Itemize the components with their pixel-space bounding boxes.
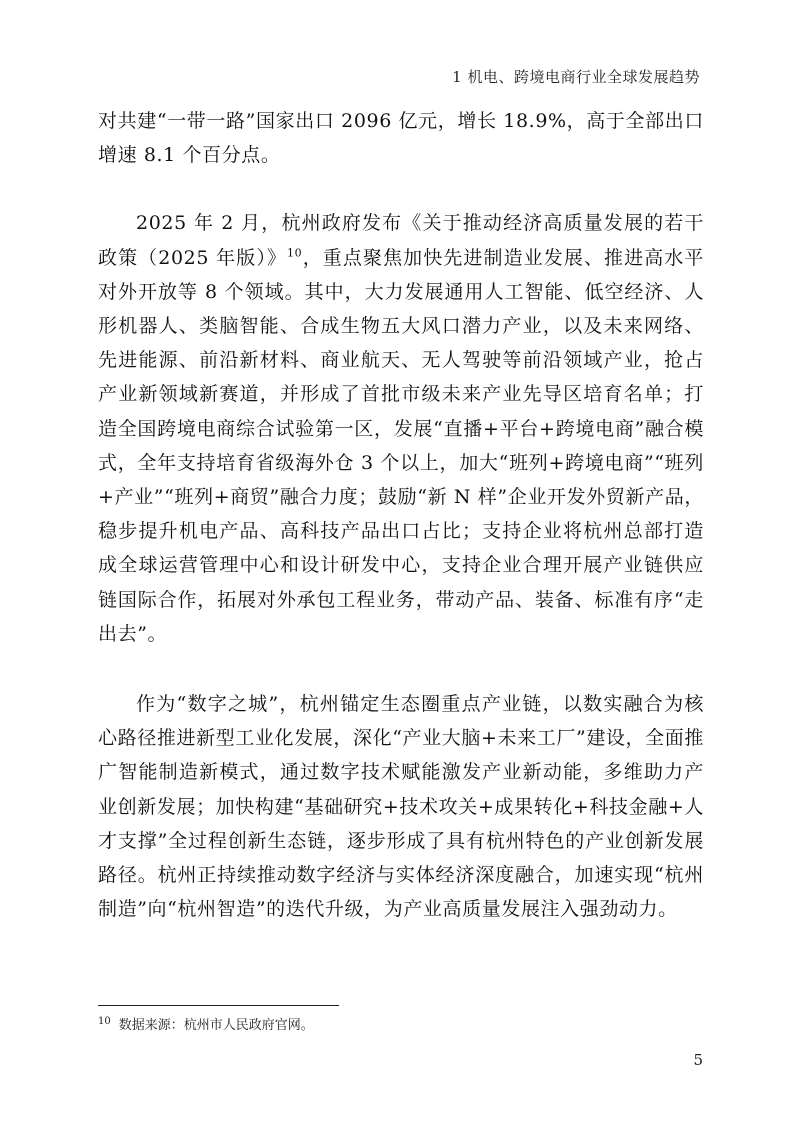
running-header: 1 机电、跨境电商行业全球发展趋势 xyxy=(452,68,700,86)
footnote-reference[interactable]: 10 xyxy=(287,246,303,260)
footnote-text: 数据来源：杭州市人民政府官网。 xyxy=(118,1018,314,1033)
page-number: 5 xyxy=(693,1051,703,1069)
paragraph-2-text-b: ，重点聚焦加快先进制造业发展、推进高水平对外开放等 8 个领域。其中，大力发展通用人工智能、低空经济、人形机器人、类脑智能、合成生物五大风口潜力产业，以及未来网络、先进能源、前沿新材料、商业航天、无人驾驶等前沿领域产业，抢占产业新领域新赛道，并形成了首批市级未来产业先导区培育名单；打造全国跨境电商综合试验第一区，发展“直播+平台+跨境电商”融合模式，全年支持培育省级海外仓 3 个以上，加大“班列+跨境电商”“班列+产业”“班列+商贸”融合力度；鼓励“新 N 样”企业开发外贸新产品，稳步提升机电产品、高科技产品出口占比；支持企业将杭州总部打造成全球运营管理中心和设计研发中心，支持企业合理开展产业链供应链国际合作，拓展对外承包工程业务，带动产品、装备、标准有序“走出去”。 xyxy=(98,246,704,645)
footnote-mark: 10 xyxy=(98,1015,111,1027)
paragraph-3: 作为“数字之城”，杭州锚定生态圈重点产业链，以数实融合为核心路径推进新型工业化发展，深化“产业大脑+未来工厂”建设，全面推广智能制造新模式，通过数字技术赋能激发产业新动能，多维助力产业创新发展；加快构建“基础研究+技术攻关+成果转化+科技金融+人才支撑”全过程创新生态链，逐步形成了具有杭州特色的产业创新发展路径。杭州正持续推动数字经济与实体经济深度融合，加速实现“杭州制造”向“杭州智造”的迭代升级，为产业高质量发展注入强劲动力。 xyxy=(98,693,704,921)
paragraph-2-text-a: 2025 年 2 月，杭州政府发布《关于推动经济高质量发展的若干政策（2025 年版）》 xyxy=(98,212,704,269)
footnote xyxy=(98,1014,314,1033)
paragraph-1: 对共建“一带一路”国家出口 2096 亿元，增长 18.9%，高于全部出口增速 8.1 个百分点。 xyxy=(98,110,704,167)
paragraph-2 xyxy=(98,206,704,651)
paragraph-gap xyxy=(98,651,704,687)
body-text xyxy=(98,104,704,926)
footnote-separator xyxy=(98,1005,339,1006)
paragraph-gap xyxy=(98,172,704,206)
